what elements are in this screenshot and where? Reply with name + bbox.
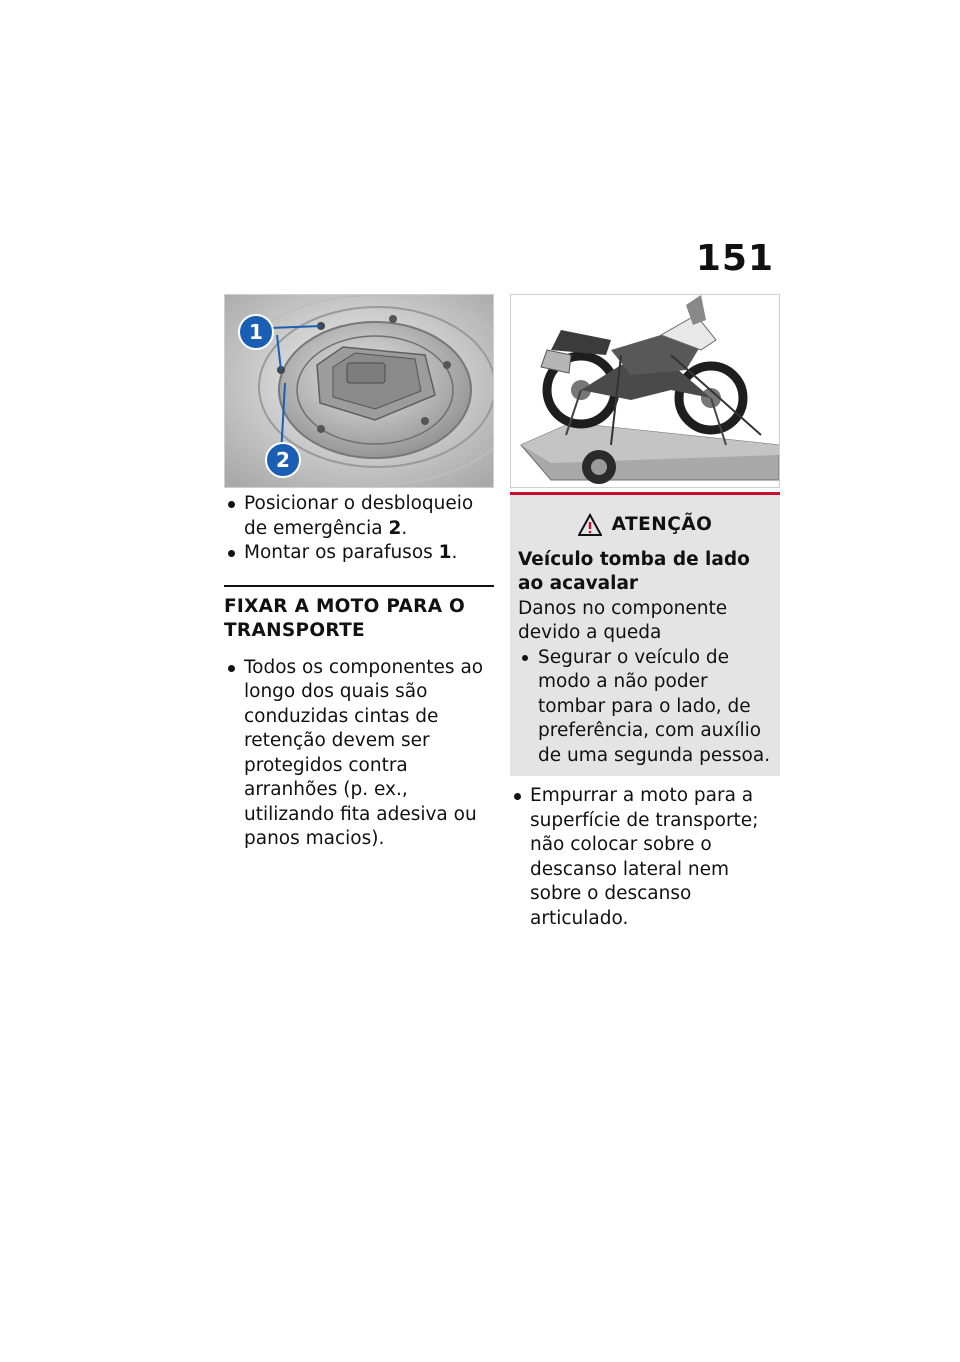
warning-step-list <box>518 646 772 769</box>
warning-header <box>518 513 772 538</box>
list-item: Empurrar a moto para a superfície de transporte; não colocar sobre o descanso lateral nem sobre o descanso articulado. <box>510 784 780 931</box>
callout-1 <box>238 314 274 350</box>
list-item: Montar os parafusos 1. <box>224 541 494 566</box>
section-title: FIXAR A MOTO PARA O TRANSPORTE <box>224 595 466 641</box>
right-column <box>510 492 780 931</box>
page-number: 151 <box>695 238 774 279</box>
warning-heading: Veículo tomba de lado ao acavalar <box>518 548 750 594</box>
warning-text: Danos no componente devido a queda <box>518 597 728 643</box>
list-item: Segurar o veículo de modo a não poder tombar para o lado, de preferência, com auxílio de uma segunda pessoa. <box>518 646 772 769</box>
motorcycle-trailer-figure <box>510 294 780 488</box>
callout-2 <box>265 442 301 478</box>
warning-title: ATENÇÃO <box>611 514 713 535</box>
warning-triangle-icon <box>578 513 602 537</box>
reference-number: 1 <box>438 542 452 563</box>
section-step-list <box>224 656 494 852</box>
reference-number: 2 <box>388 517 402 539</box>
callout-2-label: 2 <box>276 448 290 472</box>
list-item: Todos os componentes ao longo dos quais são conduzidas cintas de retenção devem ser protegidos contra arranhões (p. ex., utilizando fita adesiva ou panos macios). <box>224 656 494 852</box>
warning-box <box>510 492 780 776</box>
motorcycle-trailer-illustration <box>511 295 779 487</box>
section-divider <box>224 585 494 587</box>
left-column <box>224 492 494 852</box>
callout-1-label: 1 <box>249 320 263 344</box>
tank-cap-figure <box>224 294 494 488</box>
step-list <box>510 784 780 931</box>
list-item: Posicionar o desbloqueio de emergência 2. <box>224 492 494 541</box>
step-list <box>224 492 494 566</box>
